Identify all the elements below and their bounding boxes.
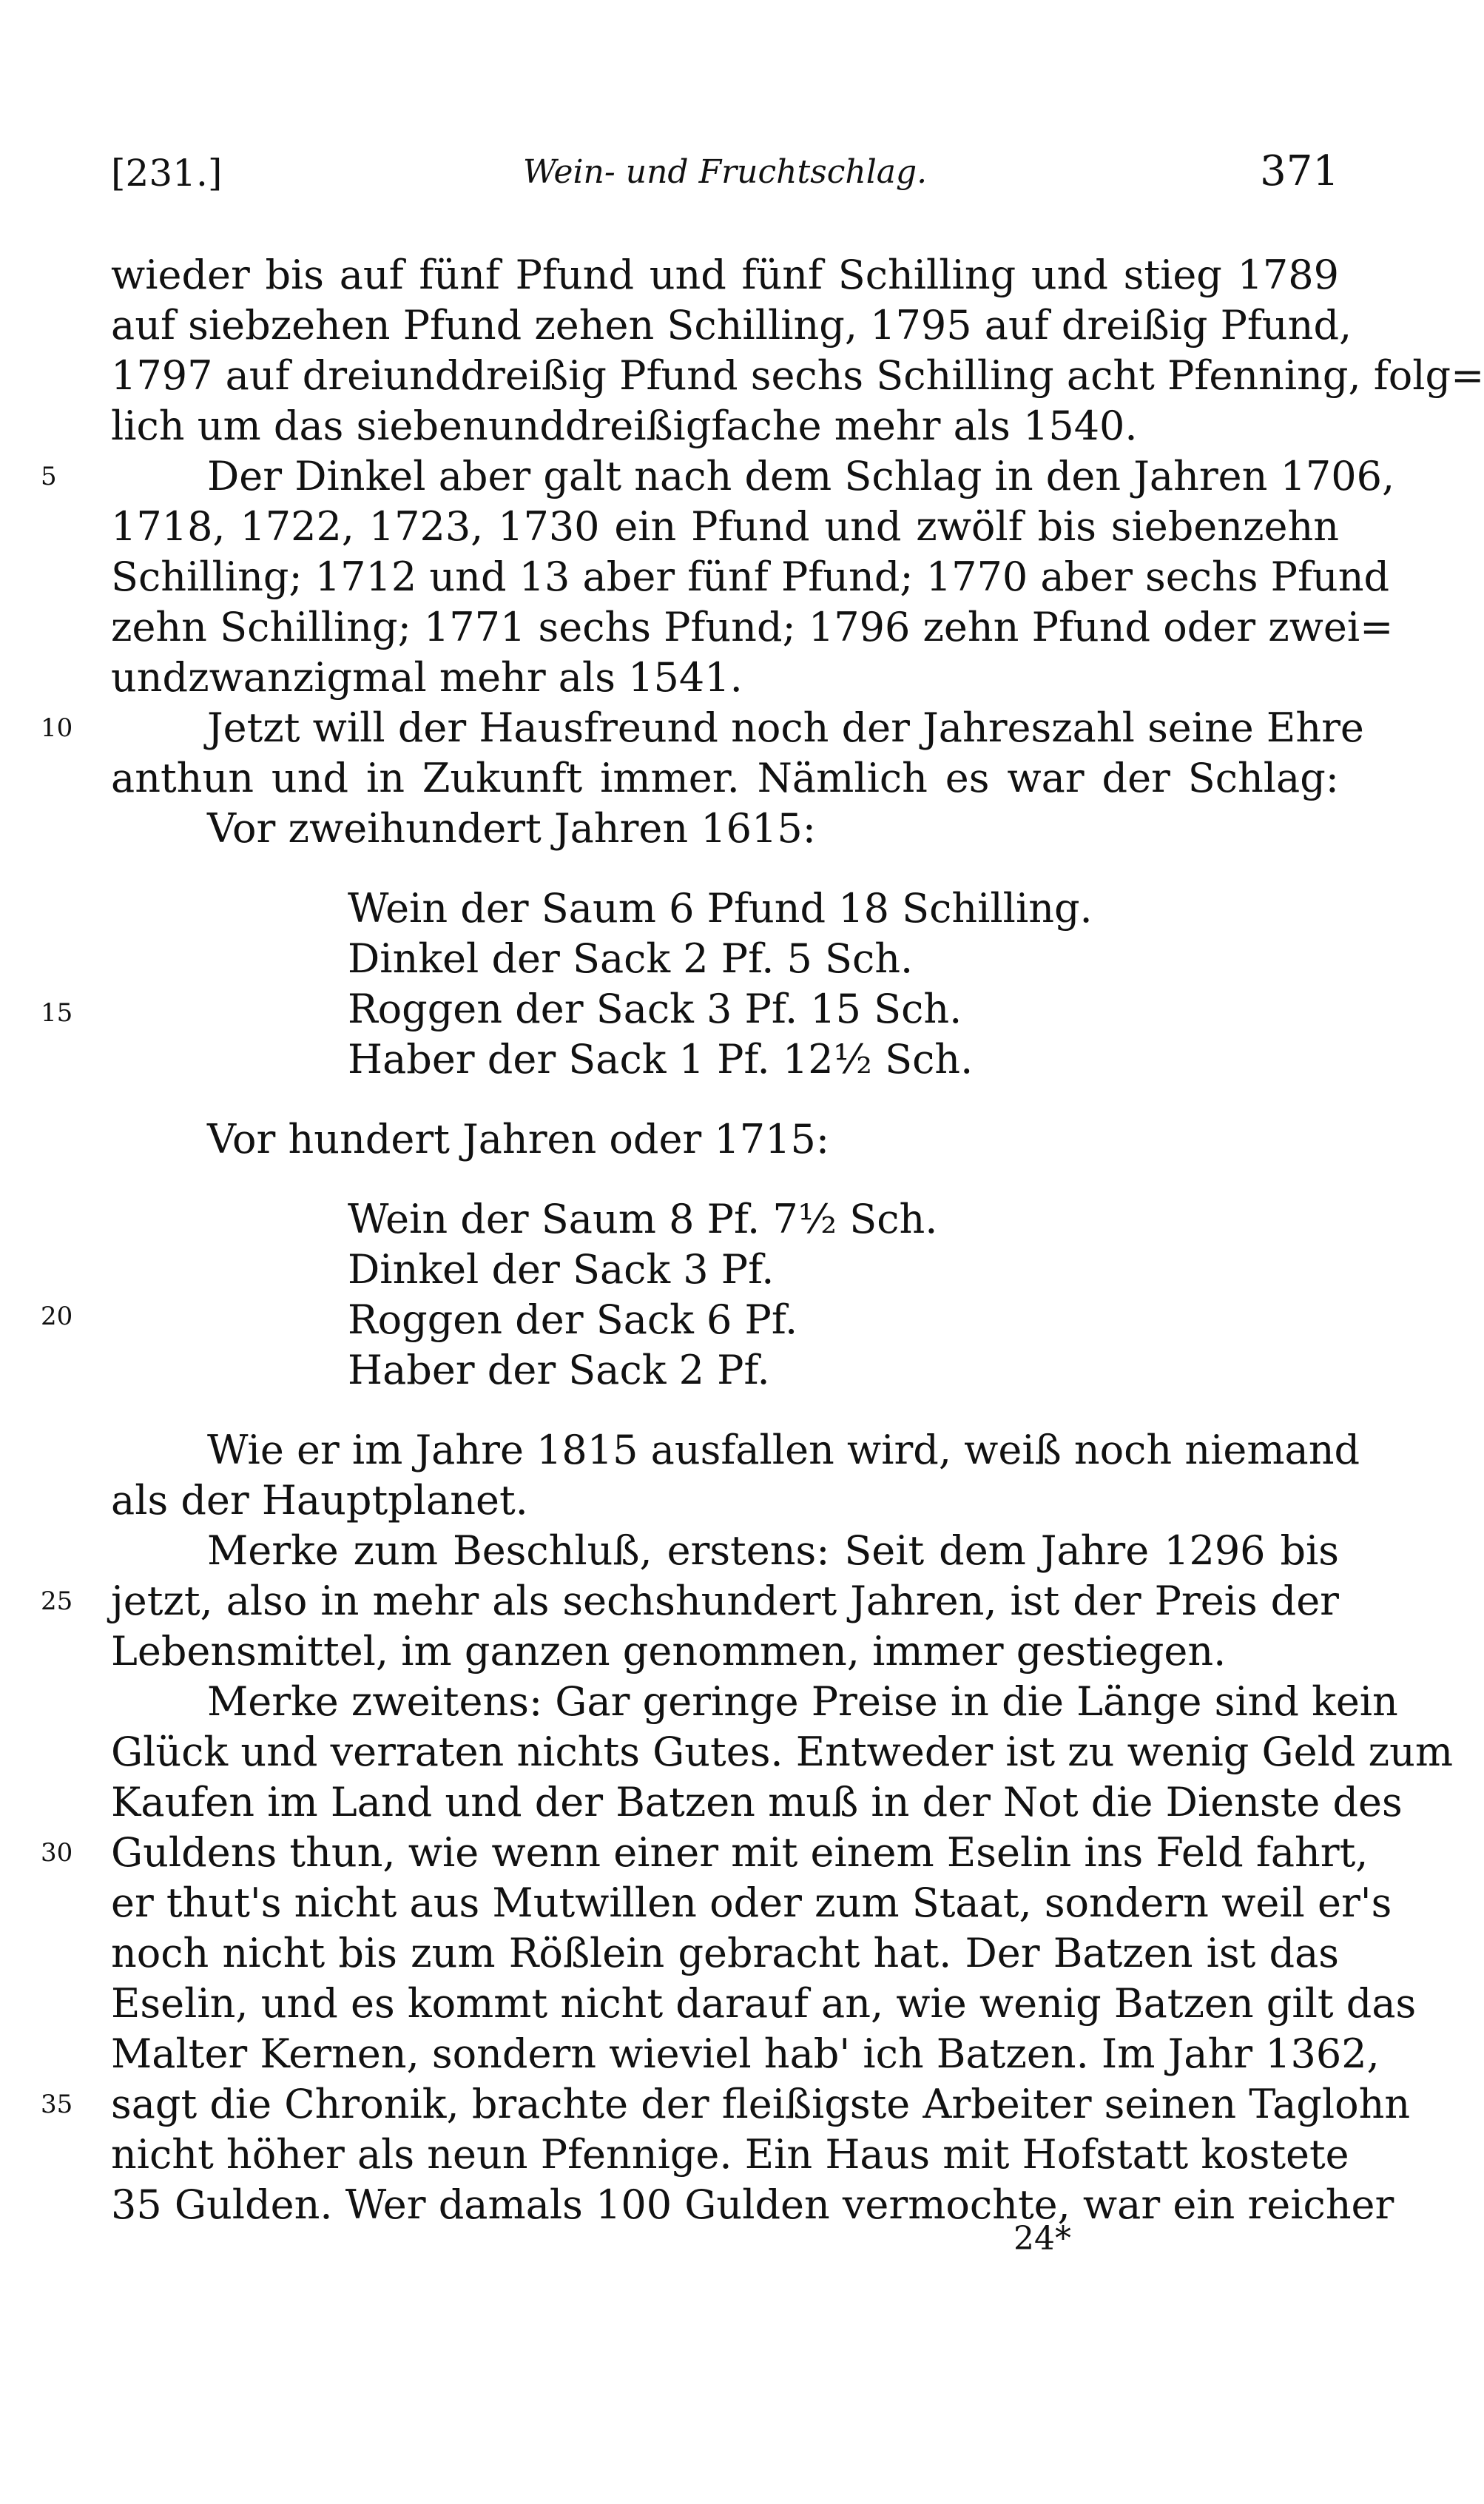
text-line: Der Dinkel aber galt nach dem Schlag in den Jahren 1706, (207, 453, 1395, 499)
price-line: Dinkel der Sack 3 Pf. (348, 1246, 775, 1293)
price-line: Wein der Saum 6 Pfund 18 Schilling. (348, 885, 1093, 932)
text-line: Wie er im Jahre 1815 ausfallen wird, weiß noch niemand (207, 1427, 1360, 1473)
text-line: Eselin, und es kommt nicht darauf an, wie wenig Batzen gilt das (111, 1980, 1417, 2027)
text-line: anthun und in Zukunft immer. Nämlich es war der Schlag: (111, 755, 1339, 801)
line-number-5: 5 (41, 462, 57, 491)
text-line: Vor hundert Jahren oder 1715: (207, 1116, 830, 1162)
line-number-10: 10 (41, 713, 73, 743)
text-line: undzwanzigmal mehr als 1541. (111, 654, 743, 701)
line-number-25: 25 (41, 1586, 73, 1616)
text-line: Kaufen im Land und der Batzen muß in der Not die Dienste des (111, 1779, 1403, 1825)
text-line: sagt die Chronik, brachte der fleißigste Arbeiter seinen Taglohn (111, 2081, 1411, 2127)
price-line: Haber der Sack 2 Pf. (348, 1347, 770, 1393)
running-header (111, 147, 1339, 203)
price-line: Roggen der Sack 6 Pf. (348, 1296, 798, 1343)
text-line: er thut's nicht aus Mutwillen oder zum Staat, sondern weil er's (111, 1879, 1392, 1926)
text-line: Schilling; 1712 und 13 aber fünf Pfund; 1770 aber sechs Pfund (111, 553, 1390, 600)
text-line: Glück und verraten nichts Gutes. Entweder ist zu wenig Geld zum (111, 1729, 1454, 1775)
text-line: Guldens thun, wie wenn einer mit einem Eselin ins Feld fahrt, (111, 1829, 1369, 1876)
text-line: jetzt, also in mehr als sechshundert Jahren, ist der Preis der (111, 1578, 1339, 1624)
line-number-20: 20 (41, 1302, 73, 1331)
text-line: Merke zweitens: Gar geringe Preise in die Länge sind kein (207, 1678, 1398, 1725)
price-line: Dinkel der Sack 2 Pf. 5 Sch. (348, 935, 914, 982)
text-line: 1718, 1722, 1723, 1730 ein Pfund und zwölf bis siebenzehn (111, 503, 1339, 550)
line-number-30: 30 (41, 1838, 73, 1868)
text-line: Vor zweihundert Jahren 1615: (207, 805, 816, 852)
text-line: auf siebzehen Pfund zehen Schilling, 1795 auf dreißig Pfund, (111, 302, 1352, 349)
text-line: als der Hauptplanet. (111, 1477, 528, 1524)
text-line: Merke zum Beschluß, erstens: Seit dem Jahre 1296 bis (207, 1527, 1339, 1574)
section-number: [231.] (111, 152, 223, 195)
price-line: Roggen der Sack 3 Pf. 15 Sch. (348, 986, 962, 1032)
price-line: Haber der Sack 1 Pf. 12½ Sch. (348, 1036, 974, 1083)
text-line: 1797 auf dreiunddreißig Pfund sechs Schilling acht Pfenning, folg= (111, 352, 1484, 399)
text-line: Malter Kernen, sondern wieviel hab' ich Batzen. Im Jahr 1362, (111, 2030, 1380, 2077)
text-line: nicht höher als neun Pfennige. Ein Haus mit Hofstatt kostete (111, 2131, 1349, 2178)
text-line: 35 Gulden. Wer damals 100 Gulden vermochte, war ein reicher (111, 2181, 1394, 2228)
line-number-15: 15 (41, 998, 73, 1028)
text-line: zehn Schilling; 1771 sechs Pfund; 1796 zehn Pfund oder zwei= (111, 604, 1394, 650)
price-line: Wein der Saum 8 Pf. 7½ Sch. (348, 1196, 938, 1242)
page-number: 371 (1260, 147, 1339, 195)
text-line: noch nicht bis zum Rößlein gebracht hat. Der Batzen ist das (111, 1930, 1339, 1976)
line-number-35: 35 (41, 2090, 73, 2119)
running-title: Wein- und Fruchtschlag. (522, 153, 928, 191)
text-line: wieder bis auf fünf Pfund und fünf Schilling und stieg 1789 (111, 252, 1339, 298)
text-line: Jetzt will der Hausfreund noch der Jahreszahl seine Ehre (207, 704, 1364, 751)
signature-mark: 24* (1013, 2220, 1071, 2258)
text-line: Lebensmittel, im ganzen genommen, immer gestiegen. (111, 1628, 1227, 1675)
text-line: lich um das siebenunddreißigfache mehr als 1540. (111, 403, 1138, 449)
body-text (111, 250, 1484, 2230)
